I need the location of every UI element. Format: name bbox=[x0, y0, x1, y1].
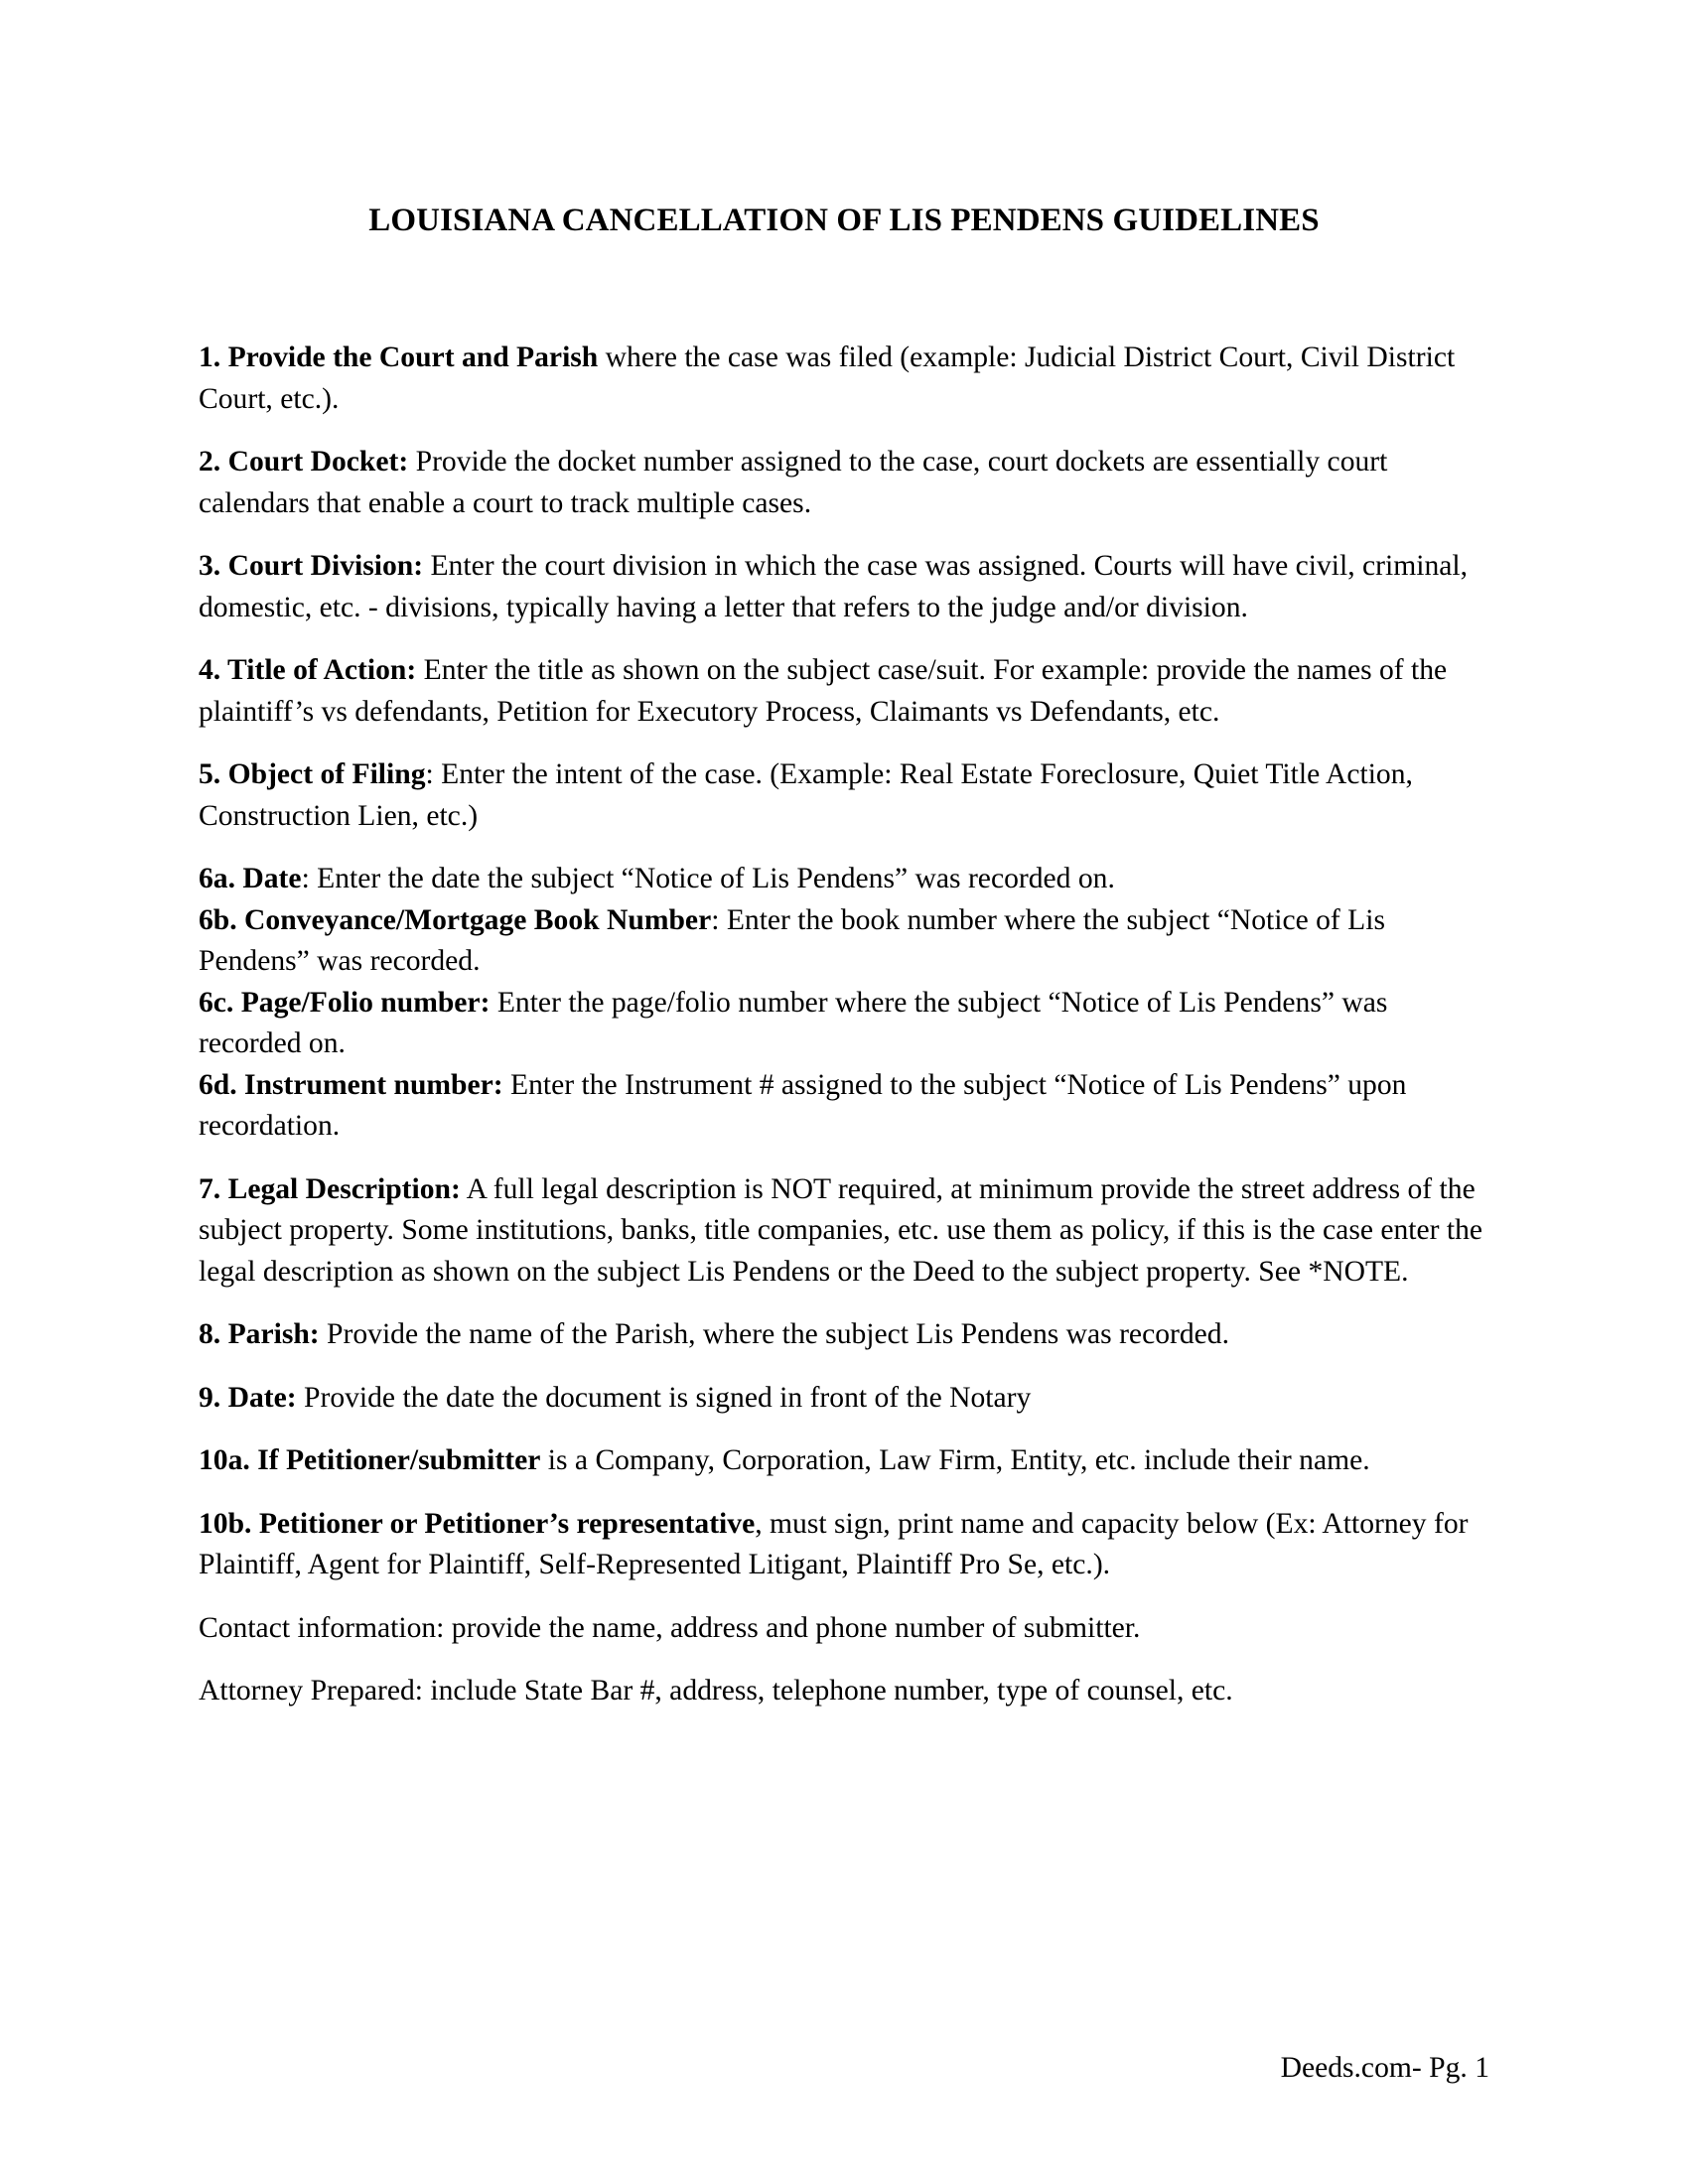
page-footer: Deeds.com- Pg. 1 bbox=[1280, 2052, 1489, 2084]
guideline-item-1 bbox=[199, 338, 1494, 420]
guideline-text: Enter the title as shown on the subject case/suit. For example: provide the names of the plaintiff’s vs defendants, Petition for Executory Process, Claimants vs Defendants, etc. bbox=[199, 654, 1448, 728]
guideline-text: Contact information: provide the name, address and phone number of submitter. bbox=[199, 1611, 1141, 1644]
guideline-text: Enter the court division in which the case was assigned. Courts will have civil, criminal, domestic, etc. - divisions, typically having a letter that refers to the judge and/or division. bbox=[199, 550, 1469, 623]
contact-information-note bbox=[199, 1608, 1494, 1650]
guideline-text: Provide the docket number assigned to the case, court dockets are essentially court calendars that enable a court to track multiple cases. bbox=[199, 446, 1388, 519]
guideline-item-8 bbox=[199, 1314, 1494, 1356]
guideline-item-2 bbox=[199, 442, 1494, 524]
guideline-item-6a bbox=[199, 859, 1494, 900]
guideline-text: Provide the name of the Parish, where the subject Lis Pendens was recorded. bbox=[319, 1318, 1229, 1350]
attorney-prepared-note bbox=[199, 1671, 1494, 1712]
guideline-item-6b bbox=[199, 900, 1494, 983]
guideline-lead: 2. Court Docket: bbox=[199, 446, 409, 478]
guideline-text: , must sign, print name and capacity below (Ex: Attorney for Plaintiff, Agent for Plaintiff, Self-Represented Litigant, Plaintiff Pro Se, etc.). bbox=[199, 1507, 1469, 1580]
guideline-item-10a bbox=[199, 1440, 1494, 1482]
guideline-lead: 1. Provide the Court and Parish bbox=[199, 341, 599, 373]
guideline-text: : Enter the date the subject “Notice of Lis Pendens” was recorded on. bbox=[301, 863, 1115, 894]
guideline-lead: 4. Title of Action: bbox=[199, 654, 417, 686]
guideline-item-6c bbox=[199, 983, 1494, 1065]
guideline-lead: 6c. Page/Folio number: bbox=[199, 986, 491, 1019]
guideline-lead: 8. Parish: bbox=[199, 1318, 320, 1350]
guideline-item-6d bbox=[199, 1065, 1494, 1148]
guideline-text: : Enter the intent of the case. (Example: Real Estate Foreclosure, Quiet Title Action, Construction Lien, etc.) bbox=[199, 758, 1413, 832]
guideline-text: where the case was filed (example: Judicial District Court, Civil District Court, etc.). bbox=[199, 341, 1456, 415]
guideline-lead: 10a. If Petitioner/submitter bbox=[199, 1444, 541, 1476]
guideline-item-7 bbox=[199, 1169, 1494, 1294]
guideline-lead: 6b. Conveyance/Mortgage Book Number bbox=[199, 903, 712, 936]
guideline-lead: 9. Date: bbox=[199, 1381, 297, 1414]
guideline-text: Enter the page/folio number where the subject “Notice of Lis Pendens” was recorded on. bbox=[199, 986, 1388, 1059]
guideline-lead: 6a. Date bbox=[199, 863, 302, 894]
guideline-text: is a Company, Corporation, Law Firm, Entity, etc. include their name. bbox=[540, 1444, 1370, 1476]
document-title: LOUISIANA CANCELLATION OF LIS PENDENS GUIDELINES bbox=[368, 203, 1320, 238]
guideline-lead: 3. Court Division: bbox=[199, 550, 424, 582]
guideline-text: Enter the Instrument # assigned to the subject “Notice of Lis Pendens” upon recordation. bbox=[199, 1068, 1407, 1142]
guidelines-list bbox=[199, 338, 1494, 1734]
guideline-item-10b bbox=[199, 1504, 1494, 1586]
guideline-item-5 bbox=[199, 754, 1494, 837]
guideline-lead: 6d. Instrument number: bbox=[199, 1068, 503, 1101]
guideline-item-4 bbox=[199, 650, 1494, 733]
guideline-text: Provide the date the document is signed in front of the Notary bbox=[296, 1381, 1032, 1414]
guideline-text: : Enter the book number where the subject “Notice of Lis Pendens” was recorded. bbox=[199, 903, 1385, 977]
guideline-text: Attorney Prepared: include State Bar #, address, telephone number, type of counsel, etc. bbox=[199, 1675, 1233, 1706]
guideline-lead: 7. Legal Description: bbox=[199, 1172, 461, 1205]
guideline-item-3 bbox=[199, 546, 1494, 628]
guideline-lead: 10b. Petitioner or Petitioner’s representative bbox=[199, 1507, 756, 1540]
guideline-text: A full legal description is NOT required, at minimum provide the street address of the subject property. Some institutions, banks, title companies, etc. use them as policy, if this is the case enter the legal description as shown on the subject Lis Pendens or the Deed to the subject property. See *NOTE. bbox=[199, 1172, 1483, 1288]
guideline-item-9 bbox=[199, 1378, 1494, 1420]
guideline-lead: 5. Object of Filing bbox=[199, 758, 426, 790]
